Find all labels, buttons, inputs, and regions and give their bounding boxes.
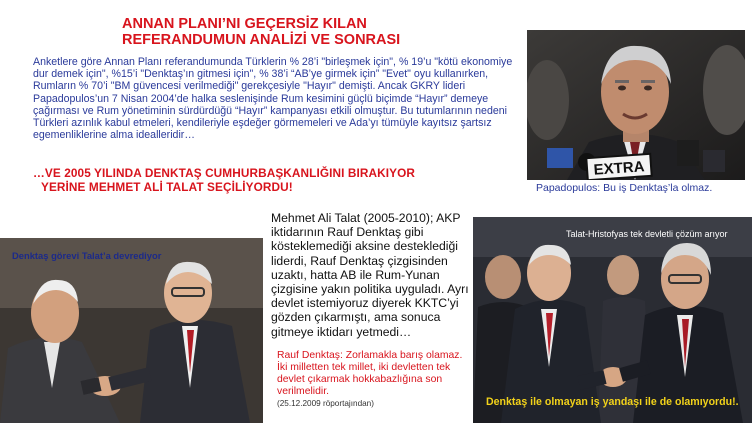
talat-christofias-photo — [473, 217, 752, 423]
page-title-line2: REFERANDUMUN ANALİZİ VE SONRASI — [122, 32, 401, 48]
talat-christofias-caption-top: Talat-Hristofyas tek devletli çözüm arıyor — [566, 229, 728, 239]
page-title-line1: ANNAN PLANI’NI GEÇERSİZ KILAN — [122, 16, 367, 32]
talat-paragraph: Mehmet Ali Talat (2005-2010); AKP iktidarının Rauf Denktaş gibi kösteklemediği aksine desteklediği liderdi, Rauf Denktaş çizgisinden uzaktı, hatta AB ile Rum-Yunan çizgisine yakın politika uyguladı. Ayrı devlet istemiyoruz diyerek KKTC’yi gözden çıkarmıştı, ama sonuca gitmeye iktidarı yetmedi… — [271, 211, 469, 339]
denktas-handover-photo — [0, 238, 263, 423]
papadopulos-caption: Papadopulos: Bu iş Denktaş’la olmaz. — [536, 182, 713, 194]
denktas-quote-source: (25.12.2009 röportajından) — [277, 399, 374, 408]
denktas-quote: Rauf Denktaş: Zorlamakla barış olamaz. İki milletten tek millet, iki devletten tek devlet çıkarmak hokkabazlığına son verilmelidir. — [277, 350, 463, 397]
papadopulos-photo-illustration — [527, 30, 745, 180]
papadopulos-photo — [527, 30, 745, 180]
talat-christofias-caption-bottom: Denktaş ile olmayan iş yandaşı ile de olamıyordu!. — [486, 396, 739, 408]
talat-christofias-illustration — [473, 217, 752, 423]
extra-sign: EXTRA — [593, 158, 646, 179]
intro-paragraph: Anketlere göre Annan Planı referandumunda Türklerin % 28’i "birleşmek için", % 19’u "kötü ekonomiye dur demek için", %15’i "Denktaş’ın gitmesi için", % 38’i “AB’ye girmek için” "Evet" oyu kullanırken, Rumların % 70’i "BM güvencesi verilmediği" gerekçesiyle "Hayır" demişti. Ancak GKRY lideri Papadopulos’un 7 Nisan 2004’de halka seslenişinde Rum kesimini güçlü biçimde “Hayır” demeye çağırması ve Rum yönetiminin sürdürdüğü “Hayır” kampanyası etkili olmuştur. Bu tutumlarının nedeni Türkleri azınlık kabul etmeleri, kendileriyle eşdeğer görmemeleri ve Ada’yı tümüyle kayıtsız şartsız egemenliklerine alma idealleridir… — [33, 56, 513, 142]
subheading — [33, 166, 453, 194]
denktas-handover-illustration — [0, 238, 263, 423]
subheading-line1: …VE 2005 YILINDA DENKTAŞ CUMHURBAŞKANLIĞINI BIRAKIYOR — [33, 166, 415, 180]
denktas-handover-caption: Denktaş görevi Talat’a devrediyor — [12, 250, 162, 261]
page-title — [122, 16, 452, 48]
subheading-line2: YERİNE MEHMET ALİ TALAT SEÇİLİYORDU! — [41, 180, 293, 194]
